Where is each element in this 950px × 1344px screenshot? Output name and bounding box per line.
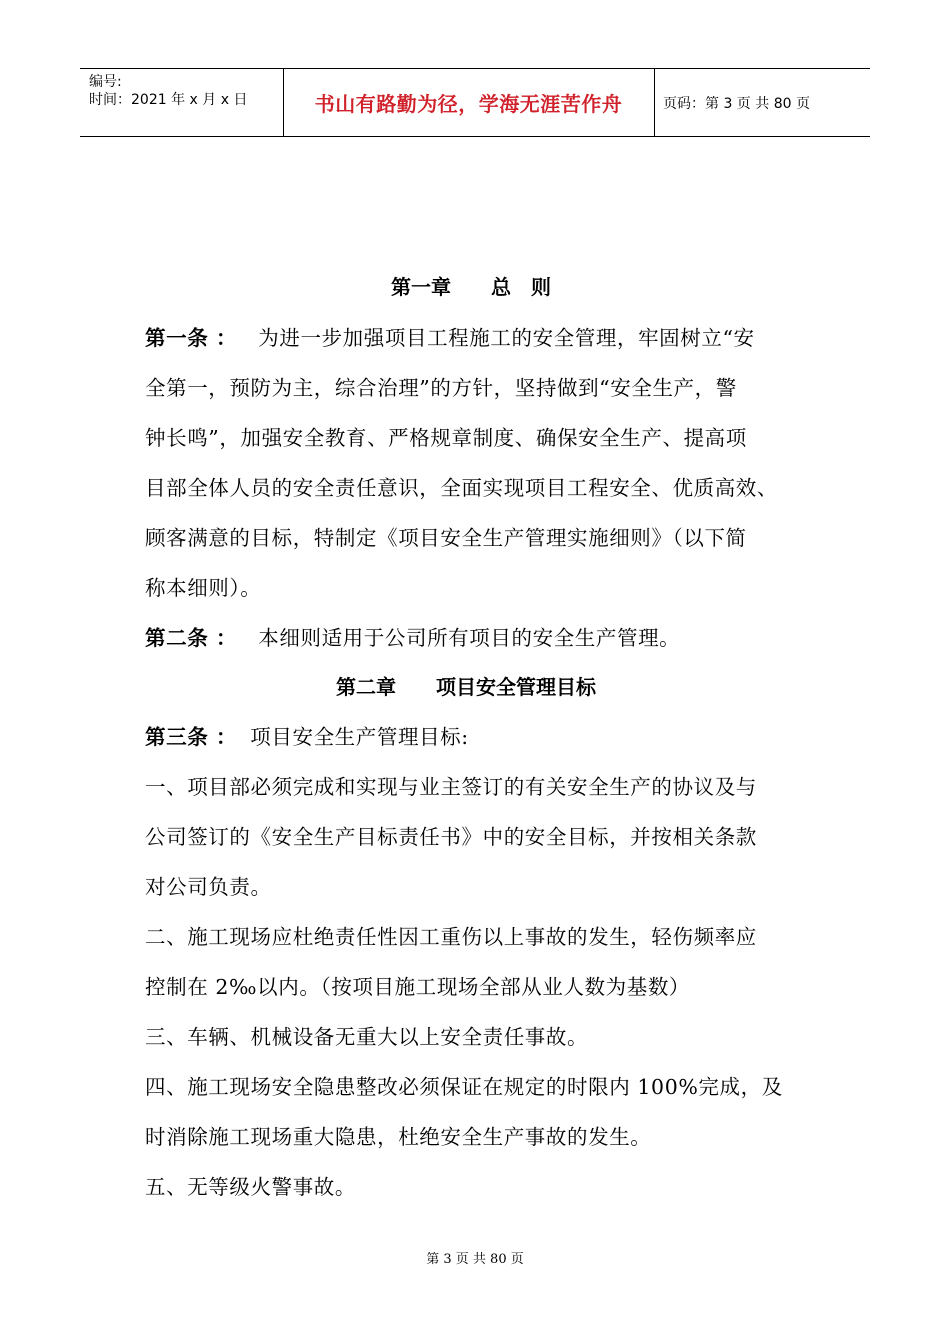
article-1-label: 第一条 ： xyxy=(145,326,238,350)
article-1-line: 目部全体人员的安全责任意识，全面实现项目工程安全、优质高效、 xyxy=(145,476,778,500)
chapter-1-title: 第一章 总 则 xyxy=(391,275,551,299)
article-3-item-line: 对公司负责。 xyxy=(145,875,272,899)
chapter-2-title: 第二章 项目安全管理目标 xyxy=(336,675,596,699)
header-meta-cell xyxy=(80,69,284,136)
header-date-label: 时间：2021 年 x 月 x 日 xyxy=(89,92,248,108)
article-3 xyxy=(145,720,469,750)
article-3-item-line: 四、施工现场安全隐患整改必须保证在规定的时限内 100%完成，及 xyxy=(145,1075,783,1099)
header-number-label: 编号: xyxy=(89,74,122,90)
article-3-label: 第三条 ： xyxy=(145,725,238,749)
header-motto: 书山有路勤为径，学海无涯苦作舟 xyxy=(314,92,623,116)
article-3-item-line: 时消除施工现场重大隐患，杜绝安全生产事故的发生。 xyxy=(145,1125,652,1149)
article-2 xyxy=(145,621,680,651)
article-2-text: 本细则适用于公司所有项目的安全生产管理。 xyxy=(258,626,681,650)
article-1-line: 称本细则）。 xyxy=(145,576,262,600)
article-3-item-line: 公司签订的《安全生产目标责任书》中的安全目标，并按相关条款 xyxy=(145,825,757,849)
article-3-item-line: 三、车辆、机械设备无重大以上安全责任事故。 xyxy=(145,1025,589,1049)
page-footer: 第 3 页 共 80 页 xyxy=(426,1252,524,1267)
article-3-text: 项目安全生产管理目标: xyxy=(250,725,469,749)
article-1-line: 钟长鸣”，加强安全教育、严格规章制度、确保安全生产、提高项 xyxy=(145,426,747,450)
article-1-line: 顾客满意的目标，特制定《项目安全生产管理实施细则》（以下简 xyxy=(145,526,747,550)
header-page-info: 页码：第 3 页 共 80 页 xyxy=(663,95,810,112)
article-1-line: 全第一，预防为主，综合治理”的方针，坚持做到“安全生产，警 xyxy=(145,376,737,400)
article-3-item-line: 二、施工现场应杜绝责任性因工重伤以上事故的发生，轻伤频率应 xyxy=(145,925,757,949)
article-3-item-line: 一、项目部必须完成和实现与业主签订的有关安全生产的协议及与 xyxy=(145,775,757,799)
article-1-first-line xyxy=(145,321,755,351)
article-2-label: 第二条 ： xyxy=(145,626,238,650)
header-motto-cell xyxy=(283,69,655,136)
page-header xyxy=(80,68,870,137)
article-3-item-line: 控制在 2‰以内。（按项目施工现场全部从业人数为基数） xyxy=(145,975,691,999)
article-1-line: 为进一步加强项目工程施工的安全管理，牢固树立“安 xyxy=(258,326,755,350)
article-3-item-line: 五、无等级火警事故。 xyxy=(145,1175,356,1199)
